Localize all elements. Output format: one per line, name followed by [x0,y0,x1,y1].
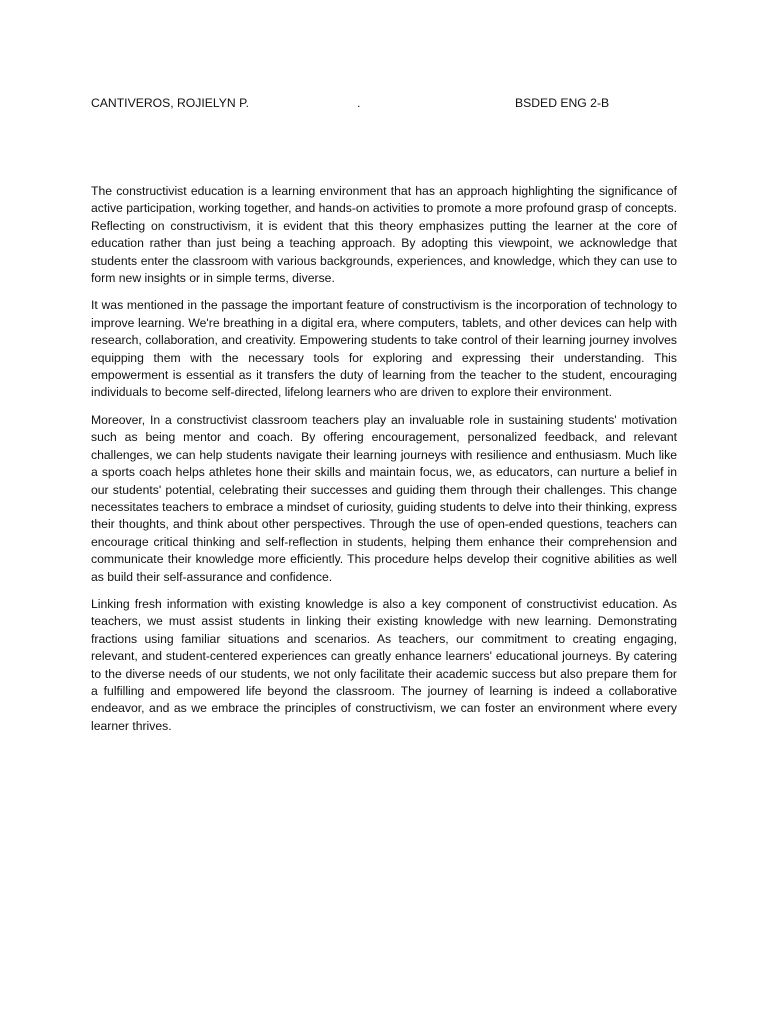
paragraph-3: Moreover, In a constructivist classroom teachers play an invaluable role in sustaining students' motivation such as being mentor and coach. By offering encouragement, personalized feedback, and relevant challenges, we can help students navigate their learning journeys with resilience and enthusiasm. Much like a sports coach helps athletes hone their skills and maintain focus, we, as educators, can nurture a belief in our students' potential, celebrating their successes and guiding them through their challenges. This change necessitates teachers to embrace a mindset of curiosity, guiding students to delve into their thinking, express their thoughts, and think about other perspectives. Through the use of open-ended questions, teachers can encourage critical thinking and self-reflection in students, helping them enhance their comprehension and communicate their knowledge more efficiently. This procedure helps develop their cognitive abilities as well as build their self-assurance and confidence. [91,412,677,584]
course-section: BSDED ENG 2-B [515,96,610,110]
paragraph-1: The constructivist education is a learning environment that has an approach highlighting the significance of active participation, working together, and hands-on activities to promote a more profound grasp of concepts. Reflecting on constructivism, it is evident that this theory emphasizes putting the learner at the core of education rather than just being a teaching approach. By adopting this viewpoint, we acknowledge that students enter the classroom with various backgrounds, experiences, and knowledge, which they can use to form new insights or in simple terms, diverse. [91,184,678,286]
essay-body [91,183,677,745]
header-separator: . [357,96,361,110]
student-name: CANTIVEROS, ROJIELYN P. [91,96,250,110]
paragraph-4: Linking fresh information with existing knowledge is also a key component of constructivist education. As teachers, we must assist students in linking their existing knowledge with new learning. Demonstrating fractions using familiar situations and scenarios. As teachers, our commitment to creating engaging, relevant, and student-centered experiences can greatly enhance learners' educational journeys. By catering to the diverse needs of our students, we not only facilitate their academic success but also prepare them for a fulfilling and empowered life beyond the classroom. The journey of learning is indeed a collaborative endeavor, and as we embrace the principles of constructivism, we can foster an environment where every learner thrives. [91,596,677,733]
document-header [91,95,691,111]
paragraph-2: It was mentioned in the passage the important feature of constructivism is the incorporation of technology to improve learning. We're breathing in a digital era, where computers, tablets, and other devices can help with research, collaboration, and creativity. Empowering students to take control of their learning journey involves equipping them with the necessary tools for exploring and expressing their understanding. This empowerment is essential as it transfers the duty of learning from the teacher to the student, encouraging individuals to become self-directed, lifelong learners who are driven to explore their environment. [91,298,677,400]
